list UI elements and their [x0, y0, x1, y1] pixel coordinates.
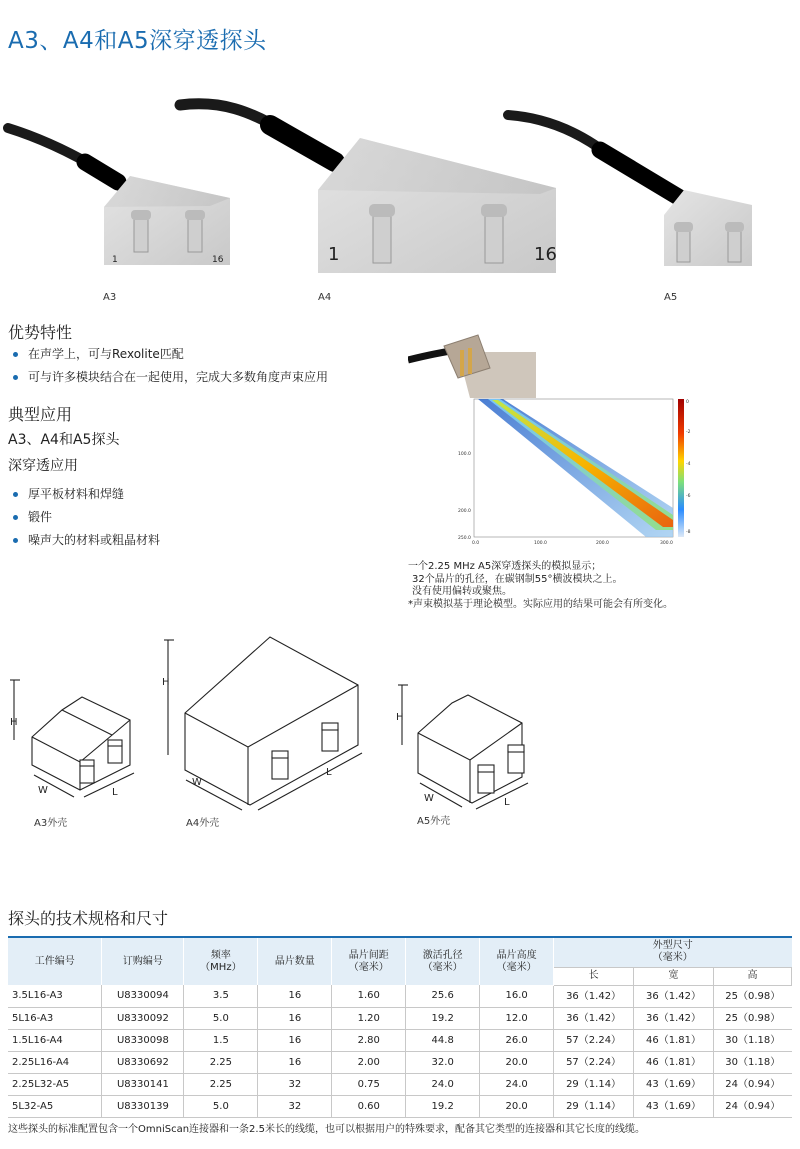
table-cell: 46（1.81）	[634, 1029, 714, 1051]
table-cell: 20.0	[480, 1095, 554, 1117]
housing-drawings	[0, 625, 800, 835]
table-cell: 26.0	[480, 1029, 554, 1051]
y-tick: 100.0	[458, 452, 471, 457]
a4-caption: A4	[318, 292, 332, 303]
table-cell: 32	[258, 1095, 332, 1117]
col-header-part: 工件编号	[8, 937, 102, 985]
scale-tick: -2	[686, 430, 691, 435]
list-item: 厚平板材料和焊缝	[8, 483, 160, 506]
table-row	[8, 1095, 792, 1117]
simulation-note: *声束模拟基于理论模型。实际应用的结果可能会有所变化。	[408, 598, 673, 610]
col-header-freq: 频率 （MHz）	[184, 937, 258, 985]
table-cell: 19.2	[406, 1095, 480, 1117]
a3-w-label: W	[38, 785, 48, 796]
a3-badge-left: 1	[112, 255, 118, 265]
table-cell: 16	[258, 1051, 332, 1073]
table-cell: U8330094	[102, 985, 184, 1007]
table-cell: 2.25	[184, 1051, 258, 1073]
table-cell: 5.0	[184, 1007, 258, 1029]
table-cell: 46（1.81）	[634, 1051, 714, 1073]
table-cell: 16	[258, 985, 332, 1007]
table-cell: 1.20	[332, 1007, 406, 1029]
table-cell: U8330139	[102, 1095, 184, 1117]
table-cell: 36（1.42）	[554, 1007, 634, 1029]
probe-photos	[0, 90, 800, 290]
table-cell: 43（1.69）	[634, 1073, 714, 1095]
x-tick: 0.0	[472, 541, 480, 546]
a3-badge-right: 16	[212, 255, 224, 265]
table-row	[8, 1029, 792, 1051]
table-cell: 43（1.69）	[634, 1095, 714, 1117]
y-tick: 200.0	[458, 509, 471, 514]
spec-table	[8, 936, 792, 1118]
table-cell: 57（2.24）	[554, 1051, 634, 1073]
beam-simulation-figure	[408, 330, 698, 550]
simulation-note: 一个2.25 MHz A5深穿透探头的模拟显示；	[408, 561, 602, 572]
list-item: 锻件	[8, 506, 160, 529]
table-cell: 2.25L16-A4	[8, 1051, 102, 1073]
table-cell: 36（1.42）	[634, 985, 714, 1007]
list-item: 可与许多模块结合在一起使用，完成大多数角度声束应用	[8, 366, 328, 389]
table-cell: 2.25	[184, 1073, 258, 1095]
scale-tick: -8	[686, 530, 691, 535]
simulation-note: 32个晶片的孔径，在碳钢制55°横波模块之上。	[412, 573, 623, 585]
x-tick: 200.0	[596, 541, 609, 546]
col-header-height: 高	[714, 967, 792, 985]
a5-housing-caption: A5外壳	[417, 816, 451, 827]
table-cell: 5L32-A5	[8, 1095, 102, 1117]
applications-subheading: A3、A4和A5探头	[8, 432, 120, 448]
table-cell: U8330092	[102, 1007, 184, 1029]
a3-probe-photo	[8, 128, 230, 265]
table-cell: 16	[258, 1007, 332, 1029]
applications-subsubheading: 深穿透应用	[8, 458, 78, 474]
table-row	[8, 985, 792, 1007]
table-cell: 24.0	[480, 1073, 554, 1095]
scale-tick: -6	[686, 494, 691, 499]
table-cell: 5.0	[184, 1095, 258, 1117]
col-header-dimensions: 外型尺寸 （毫米）	[554, 937, 792, 967]
table-cell: 29（1.14）	[554, 1095, 634, 1117]
list-item: 在声学上，可与Rexolite匹配	[8, 343, 328, 366]
advantages-heading: 优势特性	[8, 323, 73, 342]
table-cell: 24.0	[406, 1073, 480, 1095]
advantages-list	[8, 343, 328, 389]
a4-w-label: W	[192, 777, 202, 788]
table-cell: 25（0.98）	[714, 1007, 792, 1029]
table-cell: 2.25L32-A5	[8, 1073, 102, 1095]
a5-l-label: L	[504, 797, 510, 808]
col-header-elevation: 晶片高度 （毫米）	[480, 937, 554, 985]
table-cell: 32.0	[406, 1051, 480, 1073]
table-row	[8, 1007, 792, 1029]
list-item: 噪声大的材料或粗晶材料	[8, 529, 160, 552]
a5-w-label: W	[424, 793, 434, 804]
table-cell: 29（1.14）	[554, 1073, 634, 1095]
a3-h-label: H	[10, 717, 18, 728]
simulation-notes	[408, 561, 798, 611]
col-header-pitch: 晶片间距 （毫米）	[332, 937, 406, 985]
a4-badge-right: 16	[534, 244, 557, 265]
table-cell: 16	[258, 1029, 332, 1051]
table-cell: U8330098	[102, 1029, 184, 1051]
a4-probe-photo	[180, 104, 557, 273]
simulation-note: 没有使用偏转或聚焦。	[412, 586, 512, 597]
table-cell: 24（0.94）	[714, 1073, 792, 1095]
scale-tick: 0	[686, 400, 689, 405]
a3-housing-caption: A3外壳	[34, 818, 68, 829]
table-cell: 3.5	[184, 985, 258, 1007]
table-cell: 1.5L16-A4	[8, 1029, 102, 1051]
table-cell: 25.6	[406, 985, 480, 1007]
table-cell: 2.80	[332, 1029, 406, 1051]
table-cell: 12.0	[480, 1007, 554, 1029]
table-cell: 16.0	[480, 985, 554, 1007]
table-cell: 1.5	[184, 1029, 258, 1051]
applications-list	[8, 483, 160, 552]
color-scale	[678, 399, 684, 537]
a3-caption: A3	[103, 292, 117, 303]
table-cell: 3.5L16-A3	[8, 985, 102, 1007]
table-cell: 1.60	[332, 985, 406, 1007]
a4-l-label: L	[326, 767, 332, 778]
table-cell: 57（2.24）	[554, 1029, 634, 1051]
a3-housing-drawing	[10, 680, 134, 797]
table-cell: 20.0	[480, 1051, 554, 1073]
a3-l-label: L	[112, 787, 118, 798]
spec-table-heading: 探头的技术规格和尺寸	[8, 909, 169, 928]
table-cell: 24（0.94）	[714, 1095, 792, 1117]
table-cell: 30（1.18）	[714, 1051, 792, 1073]
x-tick: 300.0	[660, 541, 673, 546]
page-title: A3、A4和A5深穿透探头	[8, 28, 267, 54]
table-cell: U8330692	[102, 1051, 184, 1073]
table-cell: 0.75	[332, 1073, 406, 1095]
table-cell: 44.8	[406, 1029, 480, 1051]
table-cell: 36（1.42）	[554, 985, 634, 1007]
table-cell: U8330141	[102, 1073, 184, 1095]
col-header-order: 订购编号	[102, 937, 184, 985]
table-cell: 0.60	[332, 1095, 406, 1117]
table-cell: 5L16-A3	[8, 1007, 102, 1029]
footnote: 这些探头的标准配置包含一个OmniScan连接器和一条2.5米长的线缆，也可以根据用户的特殊要求，配备其它类型的连接器和其它长度的线缆。	[8, 1124, 645, 1135]
applications-heading: 典型应用	[8, 405, 73, 424]
table-row	[8, 1051, 792, 1073]
scale-tick: -4	[686, 462, 691, 467]
table-cell: 19.2	[406, 1007, 480, 1029]
table-row	[8, 1073, 792, 1095]
y-tick: 250.0	[458, 536, 471, 541]
a5-caption: A5	[664, 292, 678, 303]
a4-housing-caption: A4外壳	[186, 818, 220, 829]
col-header-length: 长	[554, 967, 634, 985]
col-header-elements: 晶片数量	[258, 937, 332, 985]
x-tick: 100.0	[534, 541, 547, 546]
table-cell: 32	[258, 1073, 332, 1095]
a4-badge-left: 1	[328, 244, 340, 265]
col-header-aperture: 激活孔径 （毫米）	[406, 937, 480, 985]
table-cell: 25（0.98）	[714, 985, 792, 1007]
a4-h-label: H	[162, 677, 170, 688]
table-cell: 30（1.18）	[714, 1029, 792, 1051]
table-cell: 2.00	[332, 1051, 406, 1073]
a5-h-label: H	[396, 712, 404, 723]
col-header-width: 宽	[634, 967, 714, 985]
a5-housing-drawing	[398, 685, 528, 809]
table-cell: 36（1.42）	[634, 1007, 714, 1029]
